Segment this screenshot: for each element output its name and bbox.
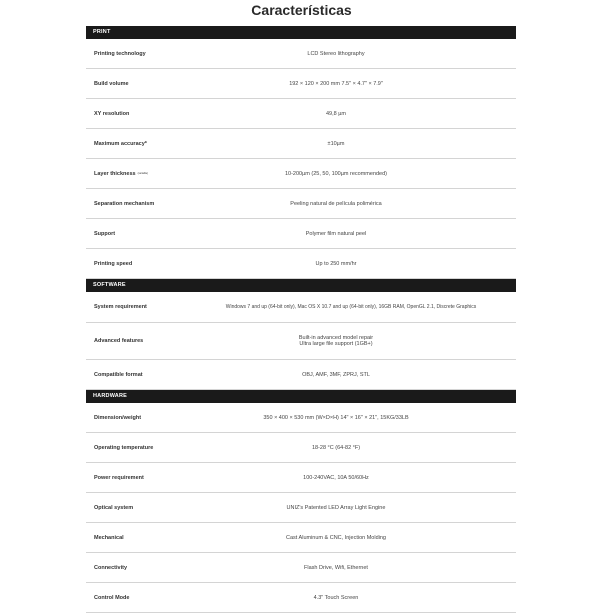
spec-label: Optical system: [94, 504, 134, 511]
spec-value: Windows 7 and up (64-bit only), Mac OS X 10.7 and up (64-bit only), 16GB RAM, OpenGL 2.1, Discrete Graphics: [225, 304, 477, 310]
spec-row: [86, 69, 516, 99]
spec-row: [86, 493, 516, 523]
spec-value: 192 × 120 × 200 mm 7.5" × 4.7" × 7.9": [289, 80, 383, 87]
spec-value: 100-240VAC, 10A 50/60Hz: [303, 474, 369, 481]
spec-value: 18-28 °C (64-82 °F): [311, 444, 361, 451]
spec-label: Support: [94, 230, 116, 237]
spec-label: Printing speed: [94, 260, 133, 267]
spec-value: OBJ, AMF, 3MF, ZPRJ, STL: [302, 371, 370, 378]
spec-value: 350 × 400 × 530 mm (W×D×H) 14" × 16" × 21", 15KG/33LB: [263, 414, 409, 421]
spec-value: Flash Drive, Wifi, Ethernet: [304, 564, 368, 571]
spec-label: Maximum accuracy*: [94, 140, 147, 147]
spec-row: [86, 292, 516, 323]
spec-value: [186, 335, 516, 347]
spec-row: [86, 129, 516, 159]
spec-row: [86, 159, 516, 189]
spec-label: Power requirement: [94, 474, 144, 481]
spec-row: [86, 39, 516, 69]
spec-row: [86, 189, 516, 219]
spec-value: 49,8 µm: [326, 110, 346, 117]
spec-value: Cast Aluminum & CNC, Injection Molding: [286, 534, 386, 541]
spec-label: Operating temperature: [94, 444, 154, 451]
spec-label: XY resolution: [94, 110, 130, 117]
section-header-print: PRINT: [86, 26, 516, 39]
spec-label: Control Mode: [94, 594, 130, 601]
spec-label: Compatible format: [94, 371, 143, 378]
spec-row: [86, 323, 516, 360]
spec-label-note: (variable): [137, 171, 148, 175]
spec-row: [86, 249, 516, 279]
spec-label: Printing technology: [94, 50, 146, 57]
spec-row: [86, 99, 516, 129]
spec-row: [86, 433, 516, 463]
spec-label: Connectivity: [94, 564, 128, 571]
page-title: Características: [251, 2, 352, 18]
spec-value: Peeling natural de película polimérica: [290, 200, 382, 207]
spec-row: [86, 360, 516, 390]
spec-value: 10-200µm (25, 50, 100µm recommended): [284, 170, 388, 177]
spec-row: [86, 219, 516, 249]
spec-value-line: Built-in advanced model repair: [298, 335, 374, 341]
spec-row: [86, 553, 516, 583]
spec-label: Build volume: [94, 80, 129, 87]
spec-label-text: Layer thickness: [94, 170, 136, 177]
spec-row: [86, 583, 516, 613]
spec-value: LCD Stereo lithography: [307, 50, 365, 57]
spec-sheet: [86, 26, 516, 613]
spec-label: Dimension/weight: [94, 414, 142, 421]
spec-row: [86, 523, 516, 553]
spec-value-line: Ultra large file support (1GB+): [299, 341, 373, 347]
section-header-software: SOFTWARE: [86, 279, 516, 292]
section-header-hardware: HARDWARE: [86, 390, 516, 403]
spec-value: Up to 250 mm/hr: [315, 260, 357, 267]
spec-label: [86, 171, 186, 177]
spec-value: UNIZ's Patented LED Array Light Engine: [286, 504, 386, 511]
spec-label: Separation mechanism: [94, 200, 155, 207]
spec-label: Mechanical: [94, 534, 124, 541]
spec-value: 4.3" Touch Screen: [313, 594, 359, 601]
spec-value: ±10µm: [327, 140, 345, 147]
spec-label: System requirement: [94, 304, 147, 310]
spec-value: Polymer film natural peel: [305, 230, 367, 237]
spec-row: [86, 463, 516, 493]
spec-row: [86, 403, 516, 433]
spec-label: Advanced features: [94, 338, 144, 344]
